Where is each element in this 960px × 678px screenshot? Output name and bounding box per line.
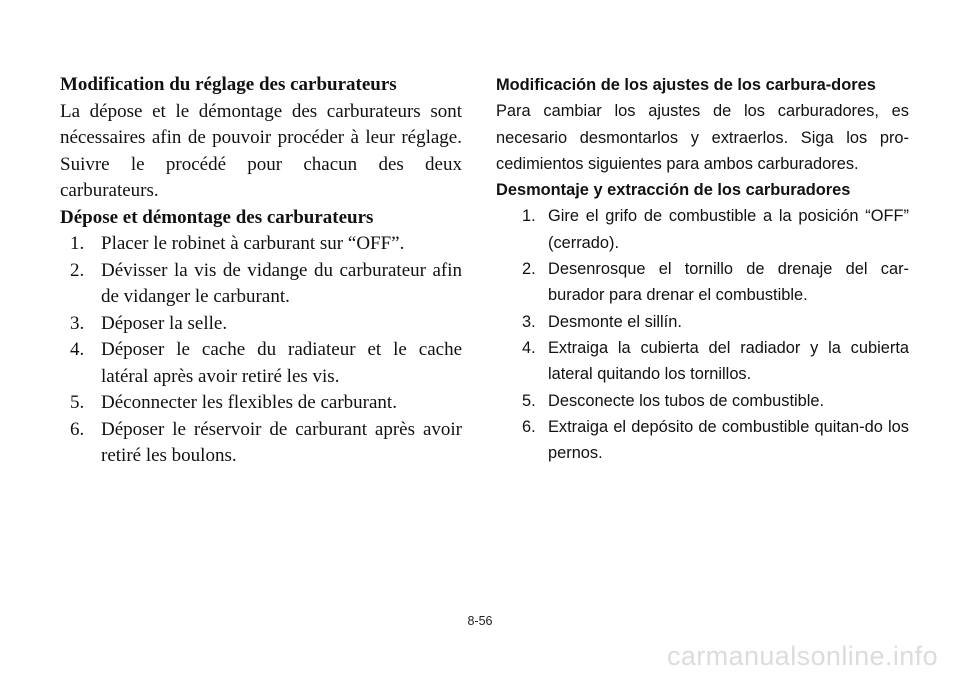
french-section-title: Modification du réglage des carburateurs (60, 74, 397, 95)
step-number: 3. (70, 312, 85, 334)
step-number: 6. (70, 418, 85, 440)
step-number: 1. (70, 233, 85, 254)
french-step-3 (60, 311, 462, 338)
french-subsection-title: Dépose et démontage des carburateurs (60, 206, 374, 228)
french-step-5 (60, 390, 462, 417)
step-text: Desmonte el sillín. (548, 312, 682, 331)
step-number: 3. (522, 312, 536, 331)
french-steps-list (60, 231, 462, 470)
step-number: 4. (70, 339, 85, 360)
watermark: carmanualsonline.info (666, 641, 938, 671)
step-text: Placer le robinet à carburant sur “OFF”. (101, 233, 405, 254)
step-number: 6. (522, 417, 536, 436)
spanish-step-1 (496, 203, 909, 256)
step-text: Déposer le réservoir de carburant après avoir retiré les boulons. (101, 418, 462, 466)
spanish-step-2 (496, 256, 909, 309)
french-column (60, 72, 462, 470)
step-text: Déposer la selle. (101, 312, 228, 334)
step-text: Desconecte los tubos de combustible. (548, 391, 825, 410)
step-text: Extraiga la cubierta del radiador y la cubierta lateral quitando los tornillos. (548, 338, 909, 384)
french-step-4 (60, 337, 462, 390)
step-number: 1. (522, 207, 536, 226)
spanish-steps-list (496, 203, 909, 466)
step-text: Déposer le cache du radiateur et le cache latéral après avoir retiré les vis. (101, 339, 462, 387)
step-text: Desenrosque el tornillo de drenaje del car-burador para drenar el combustible. (548, 260, 909, 305)
spanish-step-5 (496, 388, 909, 414)
page-number: 8-56 (467, 614, 493, 628)
spanish-column (496, 72, 909, 466)
spanish-intro-paragraph: Para cambiar los ajustes de los carburadores, es necesario desmontarlos y extraerlos. Siga los pro-cedimientos siguientes para ambos carburadores. (496, 102, 909, 173)
french-step-6 (60, 417, 462, 470)
spanish-section-title: Modificación de los ajustes de los carbura-dores (496, 76, 876, 94)
spanish-subsection-title: Desmontaje y extracción de los carburadores (496, 181, 851, 200)
step-text: Déconnecter les flexibles de carburant. (101, 392, 397, 413)
step-number: 5. (522, 391, 536, 410)
step-number: 2. (522, 260, 536, 279)
french-step-2 (60, 258, 462, 311)
step-text: Dévisser la vis de vidange du carburateur afin de vidanger le carburant. (101, 259, 462, 307)
step-number: 2. (70, 259, 85, 281)
step-text: Gire el grifo de combustible a la posición “OFF” (cerrado). (548, 207, 909, 252)
step-number: 5. (70, 392, 85, 413)
spanish-step-4 (496, 335, 909, 388)
step-text: Extraiga el depósito de combustible quitan-do los pernos. (548, 417, 909, 463)
french-intro-paragraph: La dépose et le démontage des carburateurs sont nécessaires afin de pouvoir procéder à leur réglage. Suivre le procédé pour chacun des deux carburateurs. (60, 100, 462, 201)
spanish-step-6 (496, 414, 909, 467)
french-step-1 (60, 231, 462, 258)
step-number: 4. (522, 338, 536, 357)
spanish-step-3 (496, 309, 909, 335)
